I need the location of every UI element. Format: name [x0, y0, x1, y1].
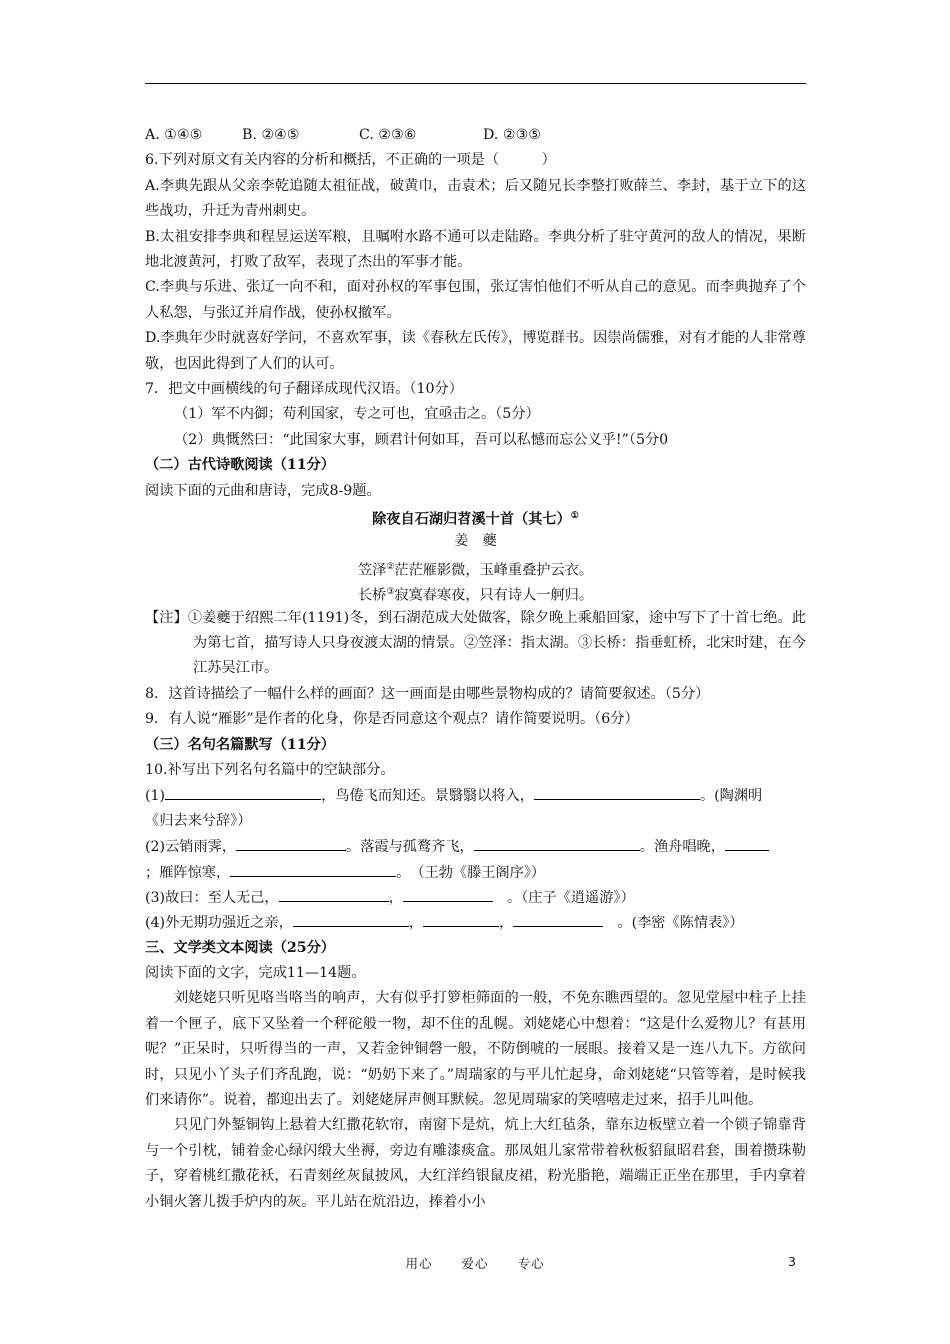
footer-word-3: 专心 — [517, 1256, 545, 1271]
item-4-text-c: ， — [499, 915, 514, 932]
poem-line-1-start: 笠泽 — [357, 562, 387, 579]
item-2-text-c: 。渔舟唱晚， — [639, 839, 725, 856]
poem-line-2-start: 长桥 — [357, 587, 387, 604]
option-b: B. ②④⑤ — [242, 127, 300, 143]
footnote-mark-3: ③ — [386, 587, 395, 598]
header-rule — [145, 83, 806, 84]
answer-blank[interactable] — [236, 834, 346, 851]
poem-title-footnote-mark: ① — [570, 510, 579, 521]
item-4-source: 。(李密《陈情表》） — [603, 915, 744, 932]
q10-item-4 — [145, 910, 806, 935]
q7-stem: 7．把文中画横线的句子翻译成现代汉语。（10分） — [145, 381, 463, 398]
option-a: A. ①④⑤ — [145, 127, 203, 143]
answer-blank[interactable] — [403, 885, 493, 902]
item-3-text-a: (3)故曰：至人无己， — [145, 889, 279, 906]
poem-line-2-end: 寂寞春寒夜，只有诗人一舸归。 — [394, 587, 594, 604]
answer-blank[interactable] — [534, 783, 700, 800]
q6-option-d: D.李典年少时就喜好学问，不喜欢军事，读《春秋左氏传》，博览群书。因崇尚儒雅，对有才能的人非常尊敬，也因此得到了人们的认可。 — [145, 330, 806, 372]
answer-blank[interactable] — [725, 834, 769, 851]
item-2-text-d: ；雁阵惊寒， — [145, 864, 231, 881]
answer-blank[interactable] — [279, 885, 389, 902]
answer-blank[interactable] — [423, 910, 499, 927]
item-2-text-b: 。落霞与孤鹜齐飞， — [346, 839, 474, 856]
q10-stem: 10.补写出下列名句名篇中的空缺部分。 — [145, 761, 395, 778]
q7-sentence-1: （1）军不内御；苟利国家，专之可也，宜亟击之。（5分） — [174, 406, 540, 423]
item-1-source: 。(陶渊明 — [699, 788, 763, 805]
poem-title-text: 除夜自石湖归苕溪十首（其七） — [372, 511, 571, 528]
answer-blank[interactable] — [474, 834, 640, 851]
answer-blank[interactable] — [293, 910, 409, 927]
q6-option-b: B.太祖安排李典和程昱运送军粮，且嘱咐水路不通可以走陆路。李典分析了驻守黄河的敌人的情况，果断地北渡黄河，打败了敌军，表现了杰出的军事才能。 — [145, 228, 806, 270]
q9: 9．有人说“雁影”是作者的化身，你是否同意这个观点？请作简要说明。（6分） — [145, 711, 639, 728]
poem-note: 【注】①姜夔于绍熙二年(1191)冬，到石湖范成大处做客，除夕晚上乘船回家，途中写下了十首七绝。此为第七首，描写诗人只身夜渡太湖的情景。②笠泽：指太湖。③长桥：指垂虹桥，北宋时建，在今江苏吴江市。 — [145, 609, 806, 677]
passage-paragraph-1: 刘姥姥只听见咯当咯当的响声，大有似乎打箩柜筛面的一般，不免东瞧西望的。忽见堂屋中柱子上挂着一个匣子，底下又坠着一个秤砣般一物，却不住的乱幌。刘姥姥心中想着：“这是什么爱物儿？有甚用呢？”正呆时，只听得当的一声，又若金钟铜磬一般，不防倒唬的一展眼。接着又是一连八九下。方欲问时，只见小丫头子们齐乱跑，说：“奶奶下来了。”周瑞家的与平儿忙起身，命刘姥姥“只管等着，是时候我们来请你”。说着，都迎出去了。刘姥姥屏声侧耳默候。忽见周瑞家的笑嘻嘻走过来，招手儿叫他。 — [145, 990, 806, 1109]
item-3-source: 。（庄子《逍遥游》） — [492, 889, 635, 906]
item-1-text: ，鸟倦飞而知还。景翳翳以将入， — [321, 788, 534, 805]
footer-word-1: 用心 — [405, 1256, 433, 1271]
footer-word-2: 爱心 — [461, 1256, 489, 1271]
page-body — [145, 123, 806, 1215]
answer-blank[interactable] — [513, 910, 603, 927]
section-poetry-heading: （二）古代诗歌阅读（11分） — [145, 457, 335, 474]
passage-paragraph-2: 只见门外錾铜钩上悬着大红撒花软帘，南窗下是炕，炕上大红毡条，靠东边板壁立着一个锁子锦靠背与一个引枕，铺着金心绿闪缎大坐褥，旁边有雕漆痰盒。那凤姐儿家常带着秋板貂鼠昭君套，围着攒珠勒子，穿着桃红撒花袄，石青刻丝灰鼠披风，大红洋绉银鼠皮裙，粉光脂艳，端端正正坐在那里，手内拿着小铜火箸儿拨手炉内的灰。平儿站在炕沿边，捧着小小 — [145, 1117, 806, 1210]
item-4-text-b: ， — [408, 915, 423, 932]
q8: 8．这首诗描绘了一幅什么样的画面？这一画面是由哪些景物构成的？请简要叙述。（5分） — [145, 685, 710, 702]
poem-title — [145, 504, 806, 529]
item-1-label: (1) — [145, 788, 166, 805]
footnote-mark-2: ② — [386, 561, 395, 572]
poetry-intro: 阅读下面的元曲和唐诗，完成8-9题。 — [145, 482, 381, 499]
item-4-text-a: (4)外无期功强近之亲， — [145, 915, 293, 932]
q5-options — [145, 123, 806, 148]
page-footer — [0, 1254, 950, 1272]
option-d: D. ②③⑤ — [483, 127, 542, 143]
q7-sentence-2: （2）典慨然曰：“此国家大事，顾君计何如耳，吾可以私憾而忘公义乎!”（5分0 — [174, 431, 669, 448]
q6-option-c: C.李典与乐进、张辽一向不和，面对孙权的军事包围，张辽害怕他们不听从自己的意见。而李典抛弃了个人私怨，与张辽并肩作战，使孙权撤军。 — [145, 279, 806, 321]
item-2-text-a: (2)云销雨霁， — [145, 839, 237, 856]
answer-blank[interactable] — [165, 783, 321, 800]
option-c: C. ②③⑥ — [359, 127, 417, 143]
section-literary-heading: 三、文学类文本阅读（25分） — [145, 939, 335, 956]
q6-option-a: A.李典先跟从父亲李乾追随太祖征战，破黄巾，击袁术；后又随兄长李整打败薛兰、李封，基于立下的这些战功，升迁为青州刺史。 — [145, 177, 806, 220]
item-3-text-b: ， — [388, 889, 403, 906]
section-dictation-heading: （三）名句名篇默写（11分） — [145, 736, 335, 753]
page-number: 3 — [788, 1254, 796, 1269]
q10-item-2 — [145, 834, 806, 859]
poem-line-1 — [145, 555, 806, 580]
q6-stem: 6.下列对原文有关内容的分析和概括，不正确的一项是（ ） — [145, 152, 556, 169]
answer-blank[interactable] — [230, 860, 396, 877]
q10-item-1-cont: 《归去来兮辞》） — [145, 812, 252, 829]
item-2-source: 。 （王勃《滕王阁序》） — [396, 864, 546, 881]
poem-line-2 — [145, 580, 806, 605]
q10-item-3 — [145, 885, 806, 910]
poem-line-1-end: 茫茫雁影微，玉峰重叠护云衣。 — [394, 562, 594, 579]
poem-author: 姜 夔 — [454, 533, 497, 550]
q10-item-2-cont — [145, 860, 806, 885]
literary-intro: 阅读下面的文字，完成11—14题。 — [145, 965, 366, 982]
q10-item-1 — [145, 783, 806, 808]
